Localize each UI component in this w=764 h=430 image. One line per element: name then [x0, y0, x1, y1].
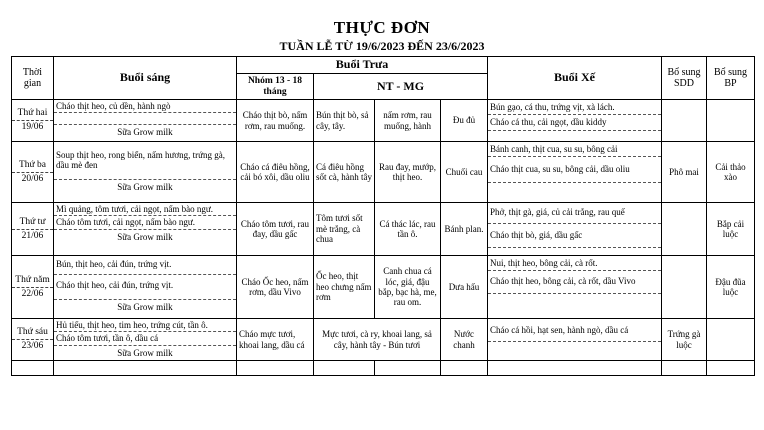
ntmg-side-cell: Cá thác lác, rau tần ô.: [375, 203, 441, 256]
breakfast-line: Cháo tôm tươi, tần ô, dầu cá: [54, 332, 236, 345]
afternoon-line: Cháo thịt heo, bông cải, cà rốt, dầu Vivo: [488, 271, 661, 293]
table-row: [12, 256, 755, 319]
col-header-time: Thời gian: [12, 57, 54, 100]
col-header-breakfast: Buổi sáng: [54, 57, 237, 100]
menu-table: [11, 56, 755, 376]
afternoon-line: Nui, thịt heo, bông cải, cà rốt.: [488, 256, 661, 271]
empty-row: [12, 361, 755, 376]
fruit-cell: Chuối cau: [441, 142, 488, 203]
teen-cell: Cháo cá điêu hồng, cải bó xôi, dầu oliu: [237, 142, 314, 203]
ntmg-combined-cell: Mực tươi, cà ry, khoai lang, sả cây, hành tây - Bún tươi: [314, 319, 441, 361]
day-name: Thứ năm: [12, 275, 53, 288]
col-header-afternoon: Buổi Xế: [488, 57, 662, 100]
day-date: 20/06: [21, 173, 44, 184]
day-cell: [12, 142, 54, 203]
ntmg-main-cell: Ốc heo, thịt heo chưng nấm rơm: [314, 256, 375, 319]
breakfast-cell: [54, 319, 237, 361]
col-header-group-teen: Nhóm 13 - 18 tháng: [237, 74, 314, 100]
day-name: Thứ ba: [12, 160, 53, 173]
breakfast-line: Cháo thịt heo, củ dền, hành ngò: [54, 100, 236, 113]
afternoon-line: Phở, thịt gà, giá, củ cải trắng, rau quế: [488, 203, 661, 224]
breakfast-line: Cháo tôm tươi, cải ngọt, nấm bào ngư.: [54, 216, 236, 229]
day-cell: [12, 203, 54, 256]
teen-cell: Cháo tôm tươi, rau đay, dầu gấc: [237, 203, 314, 256]
day-name: Thứ tư: [12, 217, 53, 230]
afternoon-cell: [488, 100, 662, 142]
milk-label: Sữa Grow milk: [117, 181, 173, 192]
breakfast-line: Bún, thịt heo, cải đún, trứng vịt.: [54, 256, 236, 275]
bp-cell: [707, 319, 755, 361]
milk-label: Sữa Grow milk: [117, 301, 173, 312]
day-date: 19/06: [21, 122, 44, 132]
teen-cell: Cháo thịt bò, nấm rơm, rau muống.: [237, 100, 314, 142]
ntmg-main-cell: Cá điêu hồng sốt cà, hành tây: [314, 142, 375, 203]
col-header-lunch: Buổi Trưa: [237, 57, 488, 74]
breakfast-line: Mì quảng, tôm tươi, cải ngọt, nấm bào ngư.: [54, 203, 236, 216]
table-row: [12, 142, 755, 203]
breakfast-line: [54, 113, 236, 125]
table-row: [12, 203, 755, 256]
day-cell: [12, 256, 54, 319]
bp-cell: [707, 100, 755, 142]
breakfast-cell: [54, 100, 237, 142]
sdd-cell: Phô mai: [662, 142, 707, 203]
table-row: [12, 319, 755, 361]
day-name: Thứ hai: [12, 108, 53, 121]
fruit-cell: Bánh plan.: [441, 203, 488, 256]
menu-title: THỰC ĐƠN: [333, 18, 431, 37]
teen-cell: Cháo Ốc heo, nấm rơm, dầu Vivo: [237, 256, 314, 319]
breakfast-line: Soup thịt heo, rong biển, nấm hương, trứng gà, dầu mè đen: [54, 142, 236, 180]
menu-week-range: TUẦN LỄ TỪ 19/6/2023 ĐẾN 23/6/2023: [279, 39, 485, 53]
fruit-cell: Dưa hấu: [441, 256, 488, 319]
afternoon-line: Cháo thịt cua, su su, bông cải, dầu oliu: [488, 157, 661, 182]
sdd-cell: Trứng gà luộc: [662, 319, 707, 361]
day-cell: [12, 100, 54, 142]
ntmg-main-cell: Tôm tươi sốt mè trắng, cà chua: [314, 203, 375, 256]
afternoon-line: Bánh canh, thịt cua, su su, bông cải: [488, 142, 661, 157]
afternoon-cell: [488, 256, 662, 319]
day-date: 22/06: [21, 288, 44, 299]
breakfast-line: Hủ tiếu, thịt heo, tim heo, trứng cút, tần ô.: [54, 319, 236, 332]
col-header-group-ntmg: NT - MG: [314, 74, 488, 100]
sdd-cell: [662, 100, 707, 142]
ntmg-side-cell: Canh chua cá lóc, giá, đậu bắp, bạc hà, me, rau om.: [375, 256, 441, 319]
milk-label: Sữa Grow milk: [117, 127, 173, 138]
breakfast-cell: [54, 142, 237, 203]
sdd-cell: [662, 203, 707, 256]
header-row-1: [12, 57, 755, 74]
fruit-cell: Đu đủ: [441, 100, 488, 142]
ntmg-side-cell: Rau đay, mướp, thịt heo.: [375, 142, 441, 203]
breakfast-cell: [54, 203, 237, 256]
afternoon-line: Cháo cá thu, cải ngọt, dầu kiddy: [488, 115, 661, 130]
afternoon-cell: [488, 203, 662, 256]
day-date: 23/06: [21, 341, 44, 351]
table-row: [12, 100, 755, 142]
milk-label: Sữa Grow milk: [117, 347, 173, 358]
day-date: 21/06: [21, 230, 44, 241]
bp-cell: Bắp cải luộc: [707, 203, 755, 256]
afternoon-line: Cháo cá hồi, hạt sen, hành ngò, dầu cá: [488, 319, 661, 342]
afternoon-cell: [488, 142, 662, 203]
breakfast-cell: [54, 256, 237, 319]
col-header-sdd: Bổ sung SDD: [662, 57, 707, 100]
breakfast-line: Cháo thịt heo, cải đún, trứng vịt.: [54, 275, 236, 299]
afternoon-cell: [488, 319, 662, 361]
day-name: Thứ sáu: [12, 327, 53, 340]
day-cell: [12, 319, 54, 361]
col-header-bp: Bổ sung BP: [707, 57, 755, 100]
teen-cell: Cháo mực tươi, khoai lang, dầu cá: [237, 319, 314, 361]
sdd-cell: [662, 256, 707, 319]
bp-cell: Cải thảo xào: [707, 142, 755, 203]
fruit-cell: Nước chanh: [441, 319, 488, 361]
ntmg-side-cell: nấm rơm, rau muống, hành: [375, 100, 441, 142]
bp-cell: Đậu đũa luộc: [707, 256, 755, 319]
milk-label: Sữa Grow milk: [117, 231, 173, 242]
afternoon-line: Bún gạo, cá thu, trứng vịt, xà lách.: [488, 100, 661, 115]
ntmg-main-cell: Bún thịt bò, sả cây, tây.: [314, 100, 375, 142]
afternoon-line: Cháo thịt bò, giá, dầu gấc: [488, 224, 661, 247]
